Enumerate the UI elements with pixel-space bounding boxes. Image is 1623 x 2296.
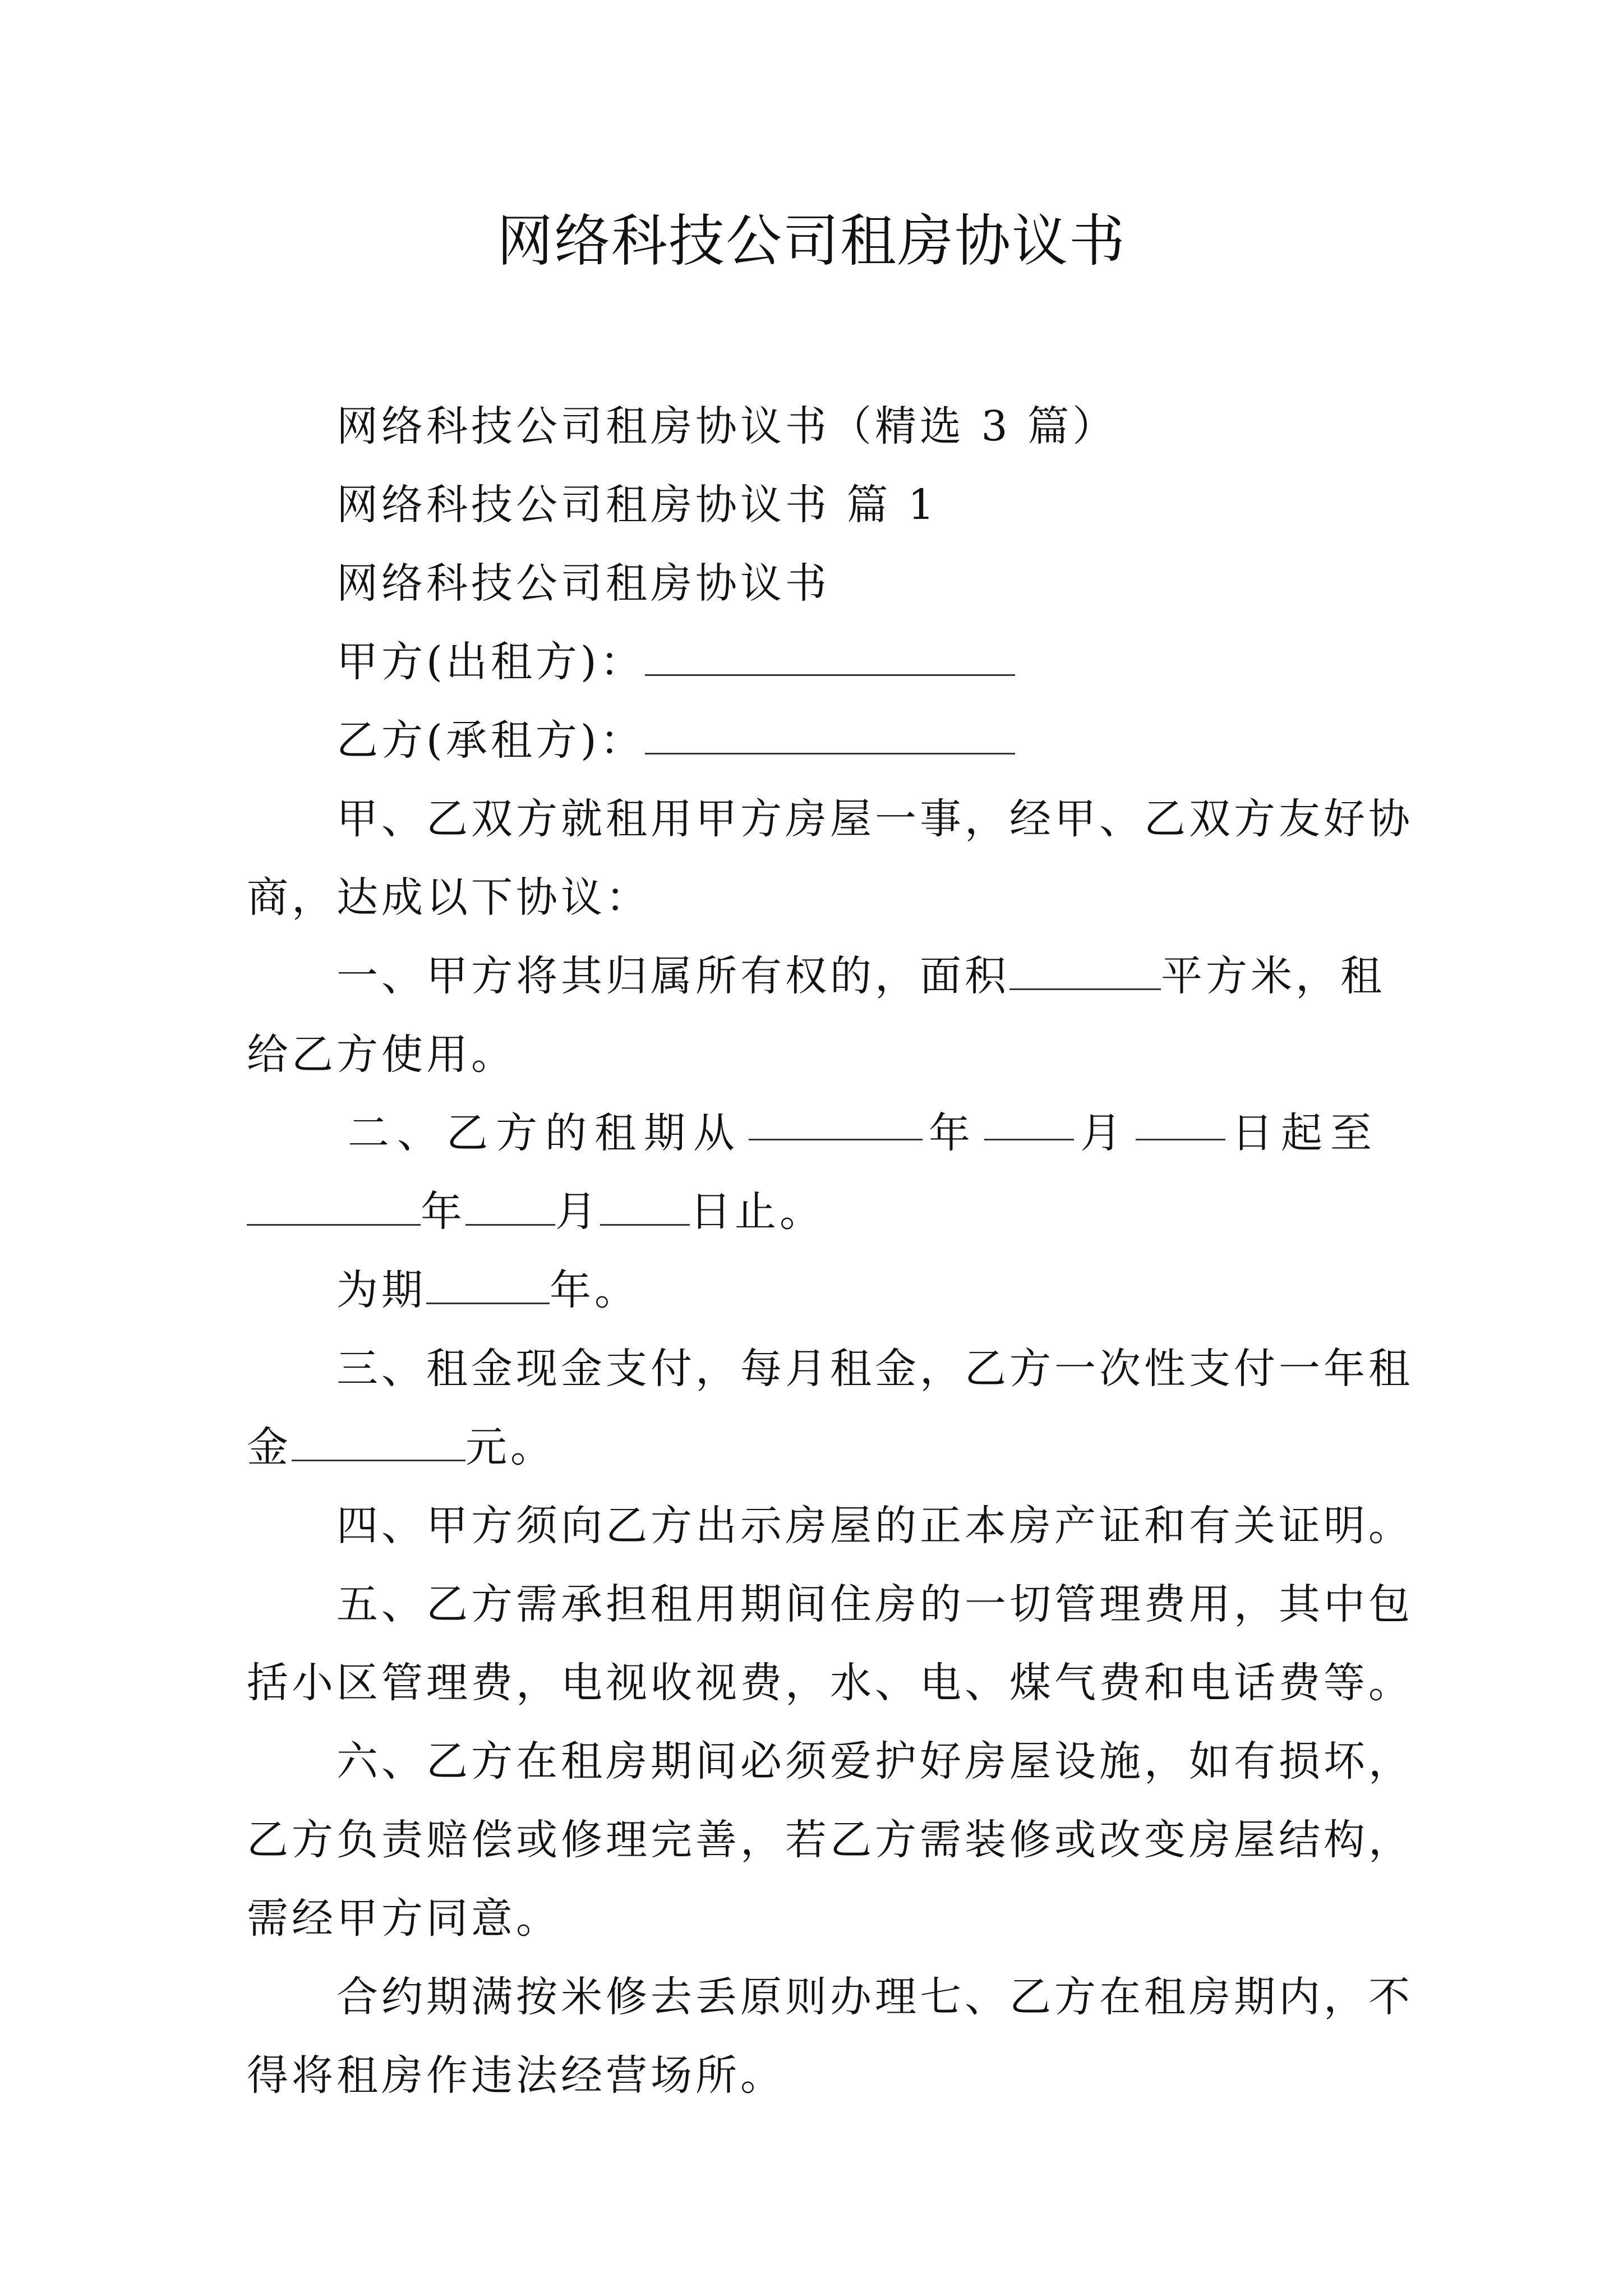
start-year-blank[interactable] <box>749 1094 923 1140</box>
clause-2-day-label: 日起至 <box>1232 1109 1380 1157</box>
term-line <box>336 1251 639 1329</box>
party-b-blank[interactable] <box>645 708 1015 754</box>
clause-7-line-1: 合约期满按米修去丢原则办理七、乙方在租房期内，不 <box>336 1973 1413 2021</box>
clause-1-line-1 <box>336 937 1385 1015</box>
term-years-blank[interactable] <box>426 1258 550 1304</box>
end-day-blank[interactable] <box>600 1179 690 1226</box>
end-year-blank[interactable] <box>247 1179 421 1226</box>
party-a-label: 甲方(出租方)： <box>336 638 645 686</box>
start-month-blank[interactable] <box>984 1094 1074 1140</box>
clause-3-text-b: 金 <box>247 1423 292 1471</box>
clause-6-line-1: 六、乙方在租房期间必须爱护好房屋设施，如有损坏， <box>336 1737 1413 1786</box>
intro-paragraph-line-1: 甲、乙双方就租用甲方房屋一事，经甲、乙双方友好协 <box>336 795 1413 843</box>
clause-2-year2-label: 年 <box>421 1188 465 1236</box>
clause-7-line-2: 得将租房作违法经营场所。 <box>247 2051 785 2100</box>
clause-2-line-1 <box>247 1094 1380 1172</box>
clause-5-line-1: 五、乙方需承担租用期间住房的一切管理费用，其中包 <box>336 1580 1413 1628</box>
term-label-a: 为期 <box>336 1266 426 1314</box>
rent-amount-blank[interactable] <box>292 1415 465 1461</box>
clause-4-line: 四、甲方须向乙方出示房屋的正本房产证和有关证明。 <box>336 1502 1413 1550</box>
clause-2-month2-label: 月 <box>555 1188 600 1236</box>
term-label-b: 年。 <box>550 1266 639 1314</box>
section-heading: 网络科技公司租房协议书 篇 1 <box>336 481 938 529</box>
party-b-line <box>336 701 1015 780</box>
party-a-line <box>336 623 1015 701</box>
clause-6-line-2: 乙方负责赔偿或修理完善，若乙方需装修或改变房屋结构， <box>247 1816 1413 1864</box>
clause-5-line-2: 括小区管理费，电视收视费，水、电、煤气费和电话费等。 <box>247 1659 1413 1707</box>
intro-paragraph-line-2: 商，达成以下协议： <box>247 873 651 922</box>
clause-2-line-2 <box>247 1172 824 1251</box>
end-month-blank[interactable] <box>465 1179 555 1226</box>
party-a-blank[interactable] <box>645 629 1015 676</box>
clause-2-end-label: 日止。 <box>690 1188 824 1236</box>
clause-2-text-a: 二、乙方的租期从 <box>348 1109 743 1157</box>
start-day-blank[interactable] <box>1136 1094 1225 1140</box>
contract-heading: 网络科技公司租房协议书 <box>336 559 830 608</box>
clause-2-year-label: 年 <box>929 1109 978 1157</box>
clause-3-line-1: 三、租金现金支付，每月租金，乙方一次性支付一年租 <box>336 1345 1413 1393</box>
clause-2-month-label: 月 <box>1080 1109 1129 1157</box>
subtitle-line: 网络科技公司租房协议书（精选 3 篇） <box>336 402 1118 450</box>
clause-1-text-b: 平方米，租 <box>1161 952 1385 1000</box>
document-title: 网络科技公司租房协议书 <box>497 208 1126 274</box>
clause-3-text-c: 元。 <box>465 1423 555 1471</box>
party-b-label: 乙方(承租方)： <box>336 716 645 765</box>
clause-1-line-2: 给乙方使用。 <box>247 1030 516 1079</box>
clause-3-line-2 <box>247 1408 555 1487</box>
clause-6-line-3: 需经甲方同意。 <box>247 1894 561 1943</box>
clause-1-text-a: 一、甲方将其归属所有权的，面积 <box>336 952 1009 1000</box>
area-blank[interactable] <box>1009 944 1161 990</box>
